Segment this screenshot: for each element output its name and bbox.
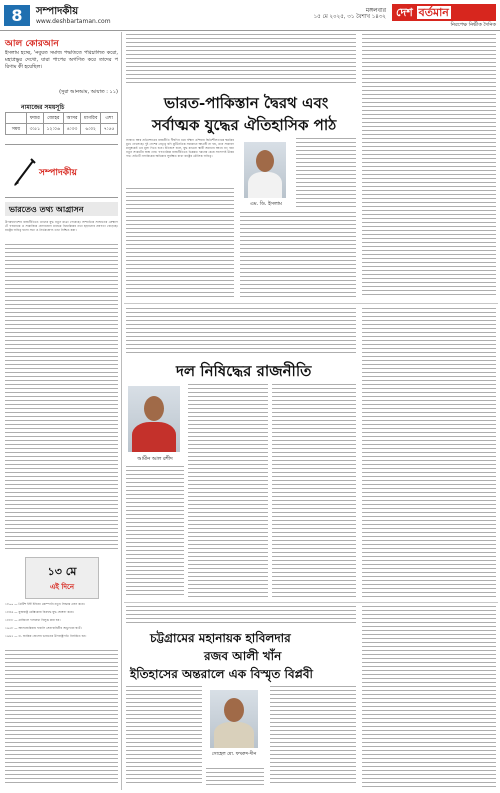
article1-body-col3 [296,138,356,208]
author-name-3: সোহেল মো. ফখরুদ-দীন [211,752,257,757]
article3-body-col3 [270,686,356,786]
right-column-text [362,606,496,788]
editorial-label: সম্পাদকীয় [39,168,77,178]
author-shirt [214,722,254,748]
author-face [256,150,274,172]
article3-title-line2: রজব আলী খাঁন [204,649,282,663]
weekday: মঙ্গলবার [365,7,386,14]
editorial-label-box [5,144,118,198]
author-shirt [132,422,176,452]
prayer-time-asr: ৪:৩৩ [64,124,81,135]
quran-title: আল কোরআন [5,39,59,49]
prayer-time-isha: ৭:৫৫ [101,124,118,135]
article3-body-col2 [206,768,264,788]
history-item: ১৮০০ — ব্রিটিশ ইস্ট ইন্ডিয়া কোম্পানি নতুন সিদ্ধান্ত গ্রহণ করে। [5,602,85,606]
article1-body-col1 [126,188,234,298]
history-list [5,602,118,648]
page-number-badge: 8 [4,5,30,26]
history-item: ১৯৬২ — ড. জাকির হোসেন ভারতের উপরাষ্ট্রপতি নির্বাচিত হন। [5,634,87,638]
section-name: সম্পাদকীয় [36,6,79,17]
history-item: ১৯৫৮ — আলজেরিয়ায় ফরাসি সেনাবাহিনীর অভ্যুত্থান ঘটে। [5,626,82,630]
website-url: www.deshbartaman.com [36,18,111,25]
article3-title-line3: ইতিহাসের অন্তরালে এক বিস্মৃত বিপ্লবী [130,667,313,681]
editorial-body [5,244,118,552]
author-photo-1 [244,142,286,198]
history-day: ১৩ মে [47,565,77,578]
prayer-header-maghrib: মাগরিব [81,113,101,124]
prayer-times-table [5,112,118,135]
author-photo-3 [210,690,258,748]
masthead [0,0,500,31]
article2-body-col1 [126,466,184,598]
article2-title: দল নিষিদ্ধের রাজনীতি [176,362,312,380]
history-heading-box [25,557,99,599]
author-face [224,698,244,722]
article1-body-right [362,34,496,298]
date: ১৫ মে ২০২৫, ৩১ বৈশাখ ১৪৩২ [313,14,386,20]
prayer-time-maghrib: ৬:৩২ [81,124,101,135]
history-item: ১৮৮৮ — ব্রাজিলে দাসপ্রথা বিলুপ্ত করা হয়। [5,618,61,622]
article1-title-line2: সর্বাত্মক যুদ্ধের ঐতিহাসিক পাঠ [152,116,337,134]
brand-left: দেশ [396,6,413,19]
brand-logo [392,4,496,21]
history-subtitle: এই দিনে [49,583,75,591]
divider-2 [124,602,498,603]
prayer-title: নামাজের সময়সূচি [21,104,65,111]
author-photo-2 [128,386,180,452]
article1-body-col2 [240,212,356,298]
article3-intro [126,606,356,626]
article1-title-line1: ভারত-পাকিস্তান দ্বৈরথ এবং [164,94,329,112]
prayer-header-dhuhr: জোহর [43,113,63,124]
article2-body-right [362,308,496,598]
brand-right: বর্তমান [418,6,449,19]
article1-intro-columns [126,34,356,86]
editorial-title: ভারতেও তথ্য আগ্রাসন [9,205,84,214]
prayer-header-fajr: ফজর [27,113,44,124]
quran-reference: (সুরা আনআম, আয়াত : ১১) [59,89,118,95]
history-list-more [5,650,118,786]
author-shirt [248,172,282,198]
author-name-1: এম. ডি. ইসলাম [250,201,282,207]
article1-body-lead: সংঘাত আর প্রতিশোধের রাজনীতি দীর্ঘদিন ধরে দক্ষিণ এশিয়ার স্থিতিশীলতাকে হুমকির মুখে ফেলেছে। দুই দেশের নেতৃত্ব যদি কূটনৈতিক সমাধানে আগ্রহী না হয়, তবে সাধারণ মানুষকেই এর মূল্য দিতে হবে। ইতিহাস বলে, যুদ্ধ কখনো স্থায়ী সমাধান আনে না; বরং নতুন সংকটের জন্ম দেয়। গণতান্ত্রিক রাজনীতিতে ভিন্নমত দমনের চেয়ে সংলাপই উত্তম পথ। প্রতিটি নাগরিকের অধিকার সুরক্ষিত রাখা রাষ্ট্রের মৌলিক দায়িত্ব। [126,138,234,159]
author-face [144,396,164,421]
prayer-row-label: সময় [6,124,27,135]
prayer-header-asr: আসর [64,113,81,124]
left-column [3,32,122,790]
article2-body-col2 [188,384,268,598]
prayer-header-isha: এশা [101,113,118,124]
article2-body-col3 [272,384,356,598]
article3-title-line1: চট্টগ্রামের মহানায়ক হাবিলদার [150,631,291,645]
article3-body-col1 [126,686,202,786]
quran-text: ইসলাম হচ্ছে, 'নবুয়ত সমাজ পদ্ধতিতে পরিচালিত করো, মহাপ্রভুর দেখো, যারা পাপের অগণিত করে তাদের পরিণাম কী হয়েছিল। [5,50,118,70]
prayer-header-blank [6,113,27,124]
pen-icon [11,157,37,187]
divider-1 [124,303,498,304]
editorial-title-bar [5,202,118,216]
author-name-2: আমীন আল রশীদ [137,456,173,462]
editorial-body-intro: উপমহাদেশের রাজনীতিতে তথ্যের যুদ্ধ নতুন মাত্রা পেয়েছে। সাম্প্রতিক সংঘাতের প্রেক্ষাপটে গণমাধ্যম ও সামাজিক যোগাযোগ মাধ্যমে বিভ্রান্তিকর তথ্য ছড়ানোর প্রবণতা বেড়েছে। রাষ্ট্রের দায়িত্ব হলো সত্য ও নির্ভরযোগ্য তথ্য নিশ্চিত করা। [5,220,118,233]
tagline: নিরপেক্ষ নির্ভীক দৈনিক [450,22,496,28]
history-item: ১৮৪৬ — যুক্তরাষ্ট্র মেক্সিকোর বিরুদ্ধে যুদ্ধ ঘোষণা করে। [5,610,74,614]
article2-intro [126,308,356,354]
prayer-time-fajr: ৩:৫১ [27,124,44,135]
prayer-time-dhuhr: ১২:০৬ [43,124,63,135]
